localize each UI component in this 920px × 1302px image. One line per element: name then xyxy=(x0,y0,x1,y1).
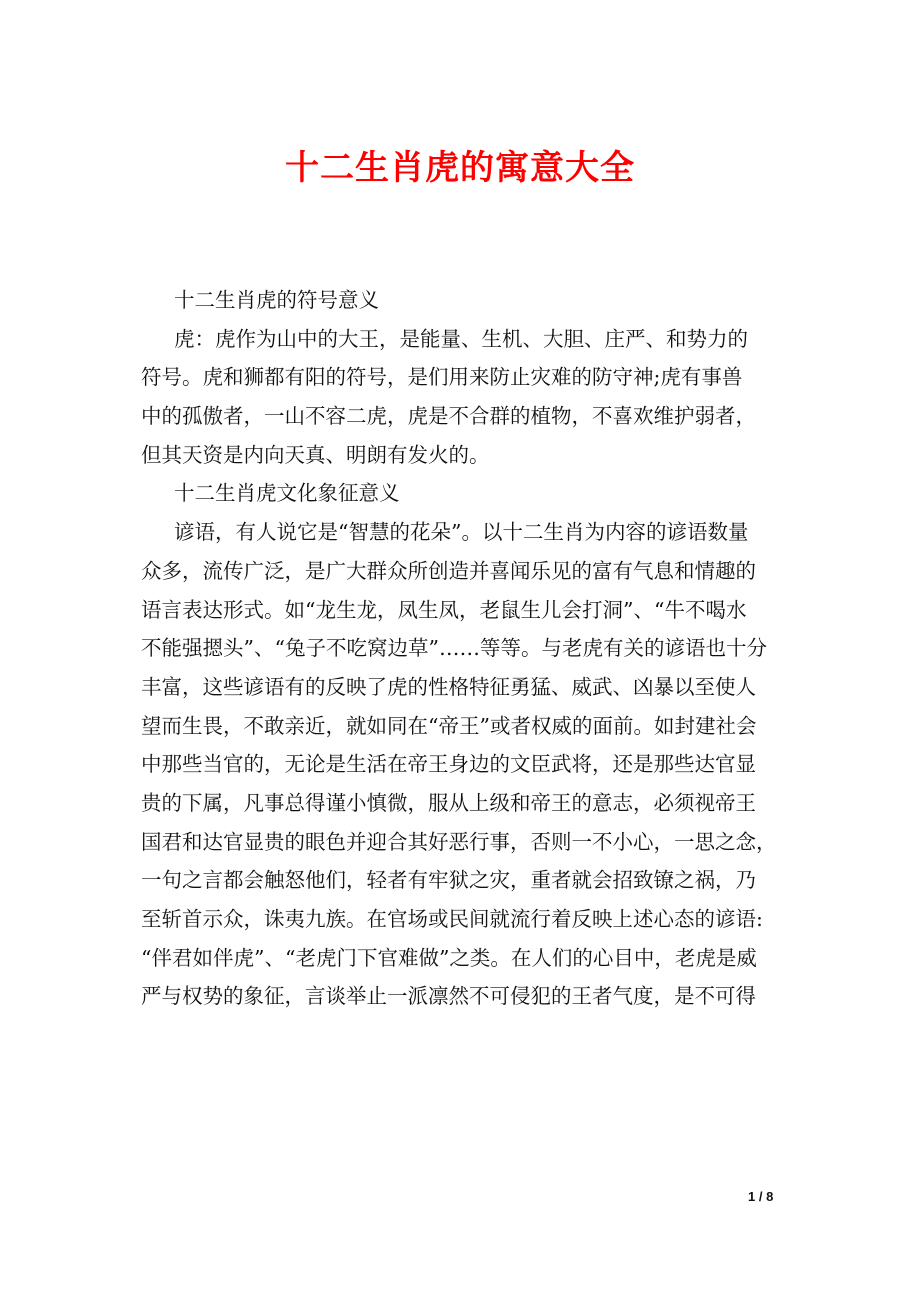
page-number: 1 / 8 xyxy=(748,1189,774,1204)
section-heading: 十二生肖虎的符号意义 xyxy=(174,288,379,312)
paragraph-line: 不能强摁头”、“兔子不吃窝边草”……等等。与老虎有关的谚语也十分 xyxy=(141,636,767,661)
paragraph-line: 语言表达形式。如“龙生龙，凤生凤，老鼠生儿会打洞”、“牛不喝水 xyxy=(141,597,747,622)
document-title: 十二生肖虎的寓意大全 xyxy=(285,148,635,188)
paragraph-line: 贵的下属，凡事总得谨小慎微，服从上级和帝王的意志，必须视帝王 xyxy=(141,790,756,815)
paragraph-line: 至斩首示众，诛夷九族。在官场或民间就流行着反映上述心态的谚语: xyxy=(141,907,763,931)
paragraph-line: 虎：虎作为山中的大王，是能量、生机、大胆、庄严、和势力的 xyxy=(174,326,748,351)
document-body xyxy=(141,281,796,1016)
section-heading: 十二生肖虎文化象征意义 xyxy=(174,481,400,506)
paragraph-line: 中那些当官的，无论是生活在帝王身边的文臣武将，还是那些达官显 xyxy=(141,752,756,777)
paragraph-line: 谚语，有人说它是“智慧的花朵”。以十二生肖为内容的谚语数量 xyxy=(174,520,749,545)
paragraph-line: 众多，流传广泛，是广大群众所创造并喜闻乐见的富有气息和情趣的 xyxy=(141,558,756,583)
paragraph-line: 丰富，这些谚语有的反映了虎的性格特征勇猛、威武、凶暴以至使人 xyxy=(141,674,756,699)
paragraph-line: 国君和达官显贵的眼色并迎合其好恶行事，否则一不小心，一思之念， xyxy=(141,829,777,854)
paragraph-line: 严与权势的象征，言谈举止一派凛然不可侵犯的王者气度，是不可得 xyxy=(141,984,756,1009)
paragraph-line: 但其天资是内向天真、明朗有发火的。 xyxy=(141,442,490,467)
paragraph-line: 符号。虎和狮都有阳的符号，是们用来防止灾难的防守神;虎有事兽 xyxy=(141,365,743,390)
paragraph-line: 中的孤傲者，一山不容二虎，虎是不合群的植物，不喜欢维护弱者， xyxy=(141,404,756,429)
paragraph-line: 望而生畏，不敢亲近，就如同在“帝王”或者权威的面前。如封建社会 xyxy=(141,713,757,738)
paragraph-line: 一句之言都会触怒他们，轻者有牢狱之灾，重者就会招致镣之祸，乃 xyxy=(141,868,756,893)
paragraph-line: “伴君如伴虎”、“老虎门下官难做”之类。在人们的心目中，老虎是威 xyxy=(141,945,757,970)
